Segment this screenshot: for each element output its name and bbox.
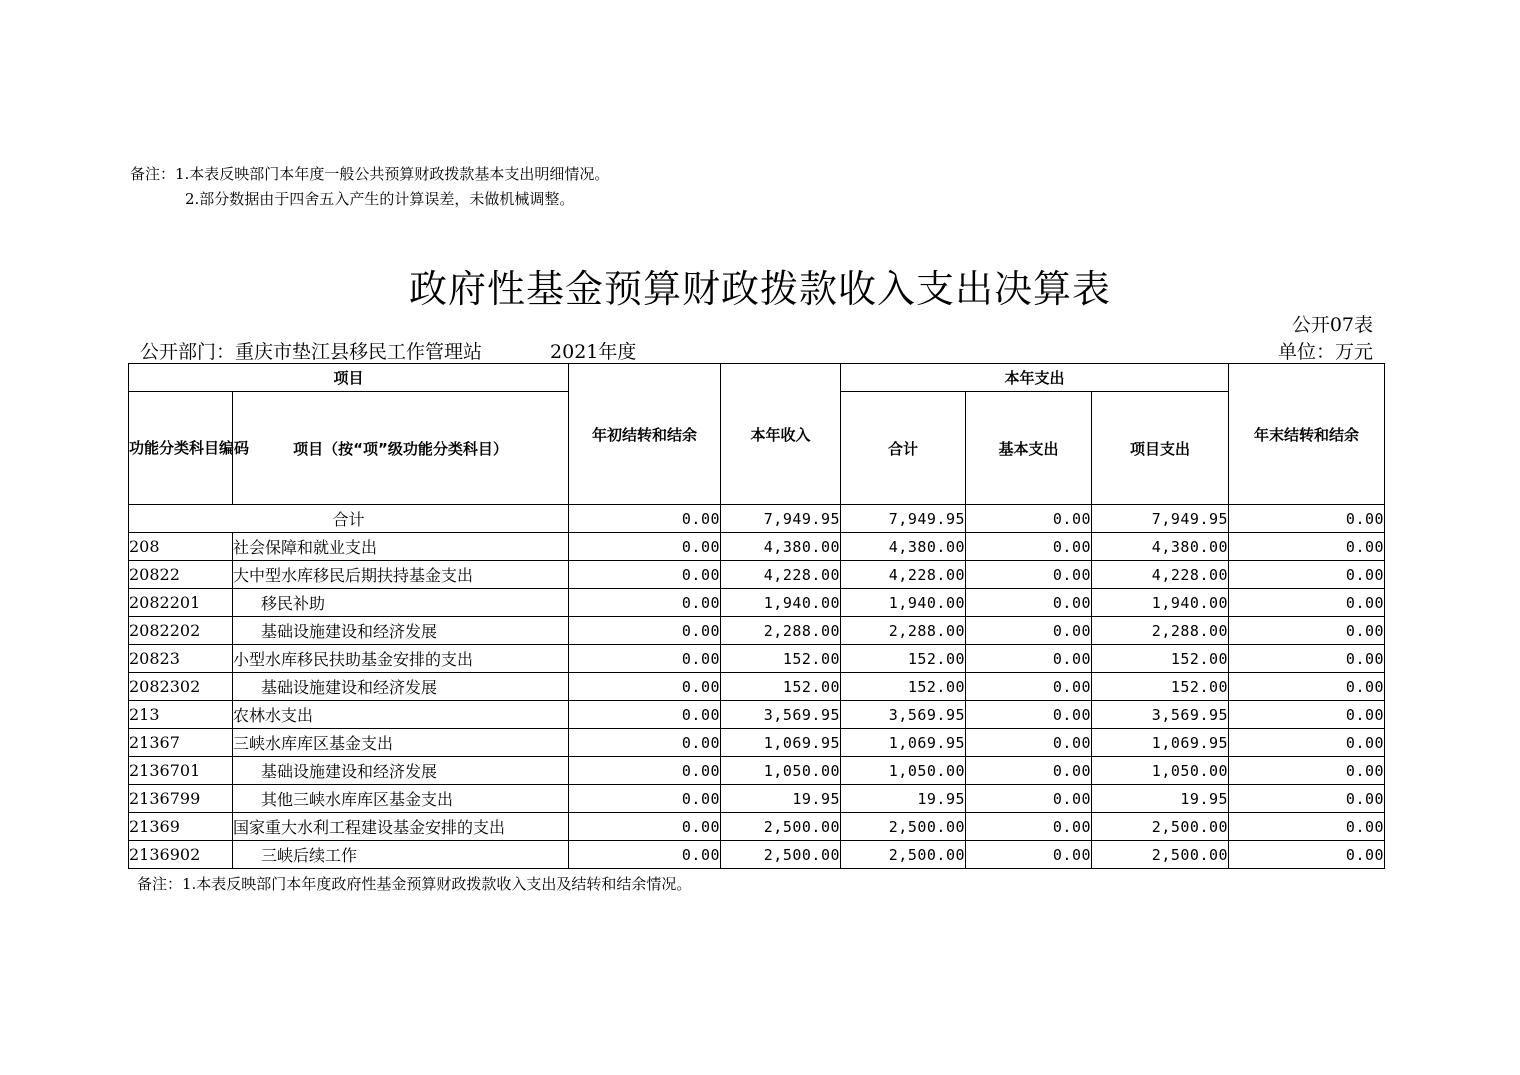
cell-expense-total: 2,500.00 <box>841 841 966 869</box>
cell-begin-balance: 0.00 <box>569 645 721 673</box>
cell-income: 2,288.00 <box>721 617 841 645</box>
table-row <box>129 617 1385 645</box>
cell-income: 19.95 <box>721 785 841 813</box>
cell-basic: 0.00 <box>966 785 1092 813</box>
cell-code: 2136799 <box>129 785 233 813</box>
cell-income: 2,500.00 <box>721 841 841 869</box>
cell-begin-balance: 0.00 <box>569 813 721 841</box>
cell-project: 152.00 <box>1092 673 1229 701</box>
cell-project: 2,500.00 <box>1092 813 1229 841</box>
total-row <box>129 505 1385 533</box>
cell-project: 4,228.00 <box>1092 561 1229 589</box>
cell-expense-total: 1,050.00 <box>841 757 966 785</box>
cell-project: 152.00 <box>1092 645 1229 673</box>
total-project: 7,949.95 <box>1092 505 1229 533</box>
cell-code: 21369 <box>129 813 233 841</box>
cell-name: 国家重大水利工程建设基金安排的支出 <box>233 813 569 841</box>
table-row <box>129 757 1385 785</box>
cell-code: 2082202 <box>129 617 233 645</box>
cell-code: 21367 <box>129 729 233 757</box>
cell-expense-total: 1,069.95 <box>841 729 966 757</box>
cell-name: 三峡后续工作 <box>233 841 569 869</box>
total-expense: 7,949.95 <box>841 505 966 533</box>
cell-code: 213 <box>129 701 233 729</box>
cell-basic: 0.00 <box>966 589 1092 617</box>
cell-name: 大中型水库移民后期扶持基金支出 <box>233 561 569 589</box>
cell-expense-total: 19.95 <box>841 785 966 813</box>
cell-end-balance: 0.00 <box>1229 813 1385 841</box>
cell-end-balance: 0.00 <box>1229 701 1385 729</box>
table-row <box>129 813 1385 841</box>
header-income: 本年收入 <box>721 364 841 505</box>
cell-end-balance: 0.00 <box>1229 673 1385 701</box>
cell-begin-balance: 0.00 <box>569 533 721 561</box>
cell-basic: 0.00 <box>966 617 1092 645</box>
cell-basic: 0.00 <box>966 701 1092 729</box>
cell-basic: 0.00 <box>966 757 1092 785</box>
table-row <box>129 841 1385 869</box>
cell-income: 1,050.00 <box>721 757 841 785</box>
cell-project: 1,050.00 <box>1092 757 1229 785</box>
cell-name: 基础设施建设和经济发展 <box>233 673 569 701</box>
department-name: 公开部门：重庆市垫江县移民工作管理站 <box>140 341 483 363</box>
cell-end-balance: 0.00 <box>1229 729 1385 757</box>
total-end-balance: 0.00 <box>1229 505 1385 533</box>
cell-name: 基础设施建设和经济发展 <box>233 757 569 785</box>
total-basic: 0.00 <box>966 505 1092 533</box>
cell-basic: 0.00 <box>966 673 1092 701</box>
header-expense-group: 本年支出 <box>841 364 1229 392</box>
cell-income: 152.00 <box>721 645 841 673</box>
cell-begin-balance: 0.00 <box>569 729 721 757</box>
cell-income: 3,569.95 <box>721 701 841 729</box>
cell-expense-total: 2,288.00 <box>841 617 966 645</box>
cell-code: 2082201 <box>129 589 233 617</box>
cell-project: 4,380.00 <box>1092 533 1229 561</box>
cell-basic: 0.00 <box>966 561 1092 589</box>
cell-project: 3,569.95 <box>1092 701 1229 729</box>
cell-code: 2136701 <box>129 757 233 785</box>
cell-expense-total: 152.00 <box>841 673 966 701</box>
cell-end-balance: 0.00 <box>1229 757 1385 785</box>
cell-name: 农林水支出 <box>233 701 569 729</box>
cell-expense-total: 2,500.00 <box>841 813 966 841</box>
cell-income: 152.00 <box>721 673 841 701</box>
cell-income: 4,228.00 <box>721 561 841 589</box>
header-item-name: 项目（按“项”级功能分类科目） <box>233 392 569 505</box>
cell-expense-total: 152.00 <box>841 645 966 673</box>
table-row <box>129 701 1385 729</box>
table-row <box>129 645 1385 673</box>
cell-basic: 0.00 <box>966 645 1092 673</box>
cell-basic: 0.00 <box>966 729 1092 757</box>
table-row <box>129 589 1385 617</box>
fiscal-year: 2021年度 <box>550 341 637 363</box>
total-label: 合计 <box>129 505 569 533</box>
cell-code: 208 <box>129 533 233 561</box>
cell-code: 2136902 <box>129 841 233 869</box>
cell-income: 4,380.00 <box>721 533 841 561</box>
cell-expense-total: 3,569.95 <box>841 701 966 729</box>
cell-end-balance: 0.00 <box>1229 533 1385 561</box>
cell-end-balance: 0.00 <box>1229 617 1385 645</box>
cell-basic: 0.00 <box>966 841 1092 869</box>
cell-begin-balance: 0.00 <box>569 785 721 813</box>
cell-begin-balance: 0.00 <box>569 561 721 589</box>
cell-basic: 0.00 <box>966 533 1092 561</box>
table-row <box>129 729 1385 757</box>
cell-expense-total: 4,228.00 <box>841 561 966 589</box>
cell-begin-balance: 0.00 <box>569 757 721 785</box>
header-project-expense: 项目支出 <box>1092 392 1229 505</box>
header-expense-total: 合计 <box>841 392 966 505</box>
page-title: 政府性基金预算财政拨款收入支出决算表 <box>408 267 1111 311</box>
top-note-line-2: 2.部分数据由于四舍五入产生的计算误差，未做机械调整。 <box>185 190 575 208</box>
cell-income: 1,069.95 <box>721 729 841 757</box>
table-row <box>129 785 1385 813</box>
cell-name: 小型水库移民扶助基金安排的支出 <box>233 645 569 673</box>
cell-income: 2,500.00 <box>721 813 841 841</box>
bottom-note: 备注：1.本表反映部门本年度政府性基金预算财政拨款收入支出及结转和结余情况。 <box>137 875 692 893</box>
cell-basic: 0.00 <box>966 813 1092 841</box>
cell-project: 2,288.00 <box>1092 617 1229 645</box>
cell-end-balance: 0.00 <box>1229 645 1385 673</box>
header-project: 项目 <box>129 364 569 392</box>
cell-name: 社会保障和就业支出 <box>233 533 569 561</box>
cell-name: 其他三峡水库库区基金支出 <box>233 785 569 813</box>
cell-name: 移民补助 <box>233 589 569 617</box>
cell-code: 20822 <box>129 561 233 589</box>
cell-end-balance: 0.00 <box>1229 589 1385 617</box>
cell-end-balance: 0.00 <box>1229 841 1385 869</box>
cell-begin-balance: 0.00 <box>569 617 721 645</box>
cell-project: 19.95 <box>1092 785 1229 813</box>
total-begin-balance: 0.00 <box>569 505 721 533</box>
total-income: 7,949.95 <box>721 505 841 533</box>
cell-expense-total: 4,380.00 <box>841 533 966 561</box>
header-func-code: 功能分类科目编码 <box>129 392 233 505</box>
cell-project: 1,940.00 <box>1092 589 1229 617</box>
unit-label: 单位：万元 <box>1277 341 1373 363</box>
cell-name: 三峡水库库区基金支出 <box>233 729 569 757</box>
table-row <box>129 533 1385 561</box>
form-number: 公开07表 <box>1291 314 1373 336</box>
cell-begin-balance: 0.00 <box>569 701 721 729</box>
header-begin-balance: 年初结转和结余 <box>569 364 721 505</box>
cell-begin-balance: 0.00 <box>569 589 721 617</box>
cell-code: 2082302 <box>129 673 233 701</box>
cell-end-balance: 0.00 <box>1229 785 1385 813</box>
table-row <box>129 673 1385 701</box>
cell-begin-balance: 0.00 <box>569 841 721 869</box>
cell-code: 20823 <box>129 645 233 673</box>
cell-begin-balance: 0.00 <box>569 673 721 701</box>
cell-income: 1,940.00 <box>721 589 841 617</box>
header-end-balance: 年末结转和结余 <box>1229 364 1385 505</box>
header-basic-expense: 基本支出 <box>966 392 1092 505</box>
cell-project: 2,500.00 <box>1092 841 1229 869</box>
cell-name: 基础设施建设和经济发展 <box>233 617 569 645</box>
budget-table <box>128 363 1385 869</box>
top-note-line-1: 备注：1.本表反映部门本年度一般公共预算财政拨款基本支出明细情况。 <box>130 165 610 183</box>
department-line <box>140 337 636 364</box>
cell-project: 1,069.95 <box>1092 729 1229 757</box>
cell-expense-total: 1,940.00 <box>841 589 966 617</box>
table-row <box>129 561 1385 589</box>
cell-end-balance: 0.00 <box>1229 561 1385 589</box>
